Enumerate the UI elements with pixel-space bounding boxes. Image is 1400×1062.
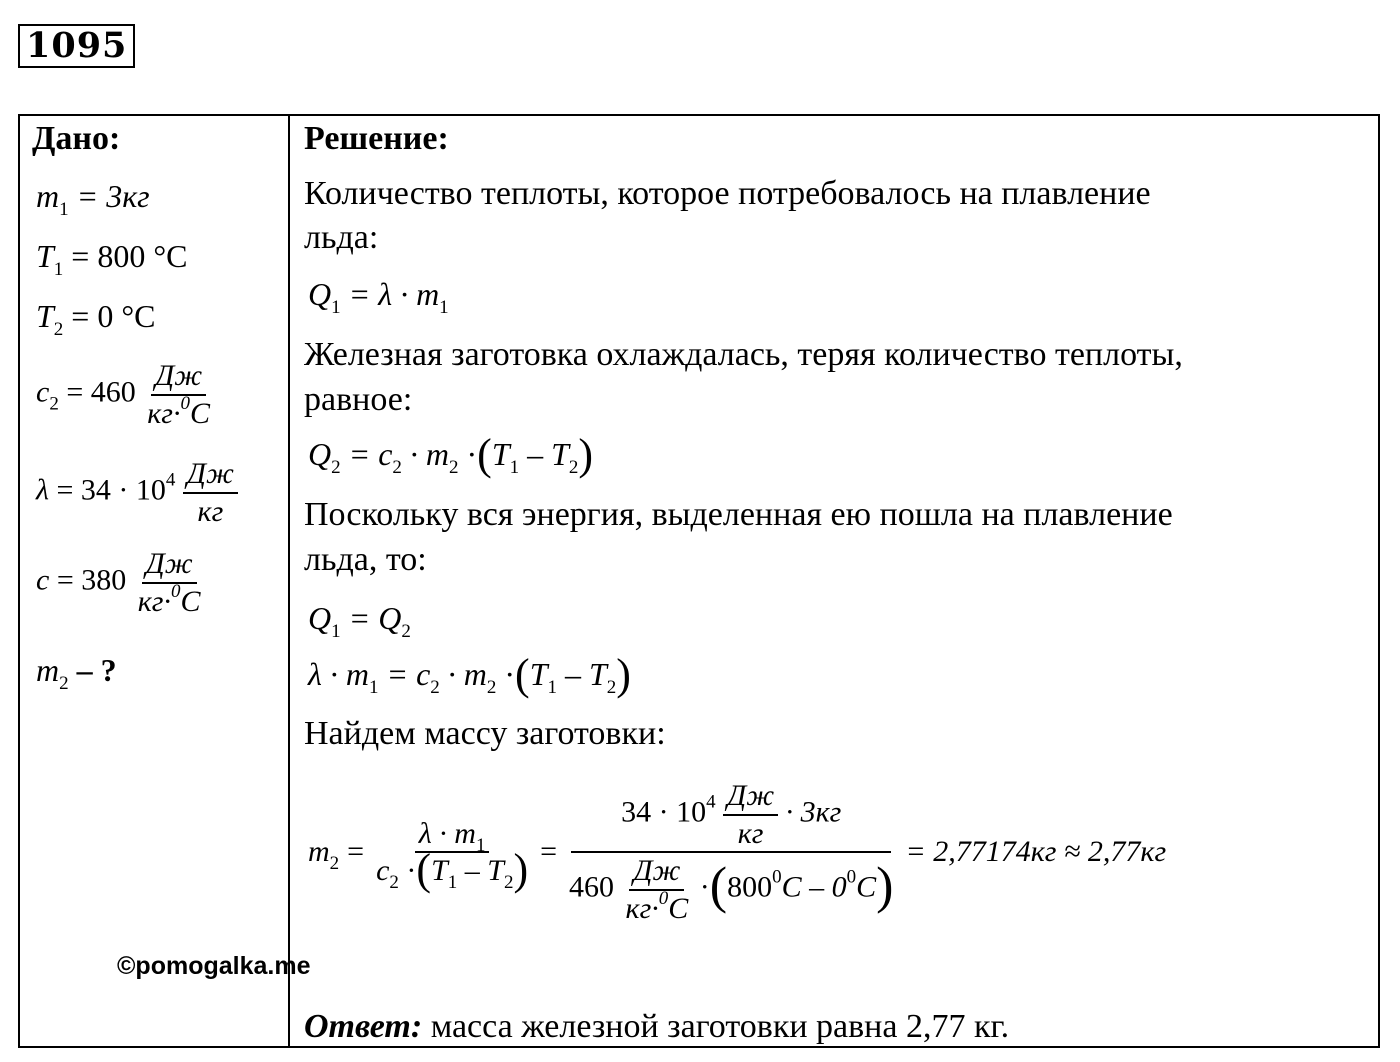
given-T1: $T_1 = 800$ °C — [36, 238, 188, 280]
column-divider — [288, 114, 290, 1048]
given-c2: $c_2 = 460$ $\frac{Дж}{кг\cdot^0C}$ — [36, 359, 211, 430]
solution-paragraph-2-line-1: Железная заготовка охлаждалась, теряя количество теплоты, — [304, 336, 1183, 373]
equation-heat-balance: $\lambda \cdot m_1 = c_2 \cdot m_2 \cdot(T_1 - T_2)$ — [308, 650, 631, 699]
given-heading: Дано: — [32, 120, 121, 157]
solution-paragraph-1-line-1: Количество теплоты, которое потребовалось на плавление — [304, 175, 1151, 212]
given-m1: $m_1 = 3кг$ — [36, 178, 150, 220]
solution-paragraph-3-line-2: льда, то: — [304, 541, 427, 578]
given-find: $m_2$ – ? — [36, 652, 117, 694]
equation-q2: $Q_2 = c_2 \cdot m_2 \cdot(T_1 - T_2)$ — [308, 430, 594, 479]
answer-text: масса железной заготовки равна 2,77 кг. — [430, 1008, 1010, 1045]
solution-heading: Решение: — [304, 120, 449, 157]
given-c: c = 380 $\frac{Дж}{кг\cdot^0C}$ — [36, 547, 201, 618]
given-lambda: $\lambda = 34 \cdot 10^4$ $\frac{Дж}{кг}$ — [36, 458, 238, 527]
watermark: ©pomogalka.me — [117, 952, 311, 980]
answer-line — [304, 1008, 1009, 1046]
solution-paragraph-4: Найдем массу заготовки: — [304, 715, 666, 752]
given-T2: $T_2 = 0$ °C — [36, 298, 156, 340]
answer-label: Ответ: — [304, 1008, 423, 1045]
solution-paragraph-1-line-2: льда: — [304, 219, 379, 256]
equation-q1-equals-q2: $Q_1 = Q_2$ — [308, 600, 411, 642]
solution-paragraph-3-line-1: Поскольку вся энергия, выделенная ею пошла на плавление — [304, 496, 1173, 533]
solution-paragraph-2-line-2: равное: — [304, 381, 413, 418]
equation-q1: $Q_1 = \lambda \cdot m_1$ — [308, 276, 449, 318]
problem-number: 1095 — [18, 24, 135, 68]
equation-final: $m_2$ = $\frac{\lambda \cdot m_1}{c_2 \cdot(T_1 - T_2)}$ = $34 \cdot 10^4$ $\frac{Дж}{кг}$ · 3кг 460 $\frac{Дж}{кг\cdot^0C}$ $\cdot(800^0C - 0^0C)$ = 2,77174кг ≈ 2,77кг — [308, 779, 1167, 925]
